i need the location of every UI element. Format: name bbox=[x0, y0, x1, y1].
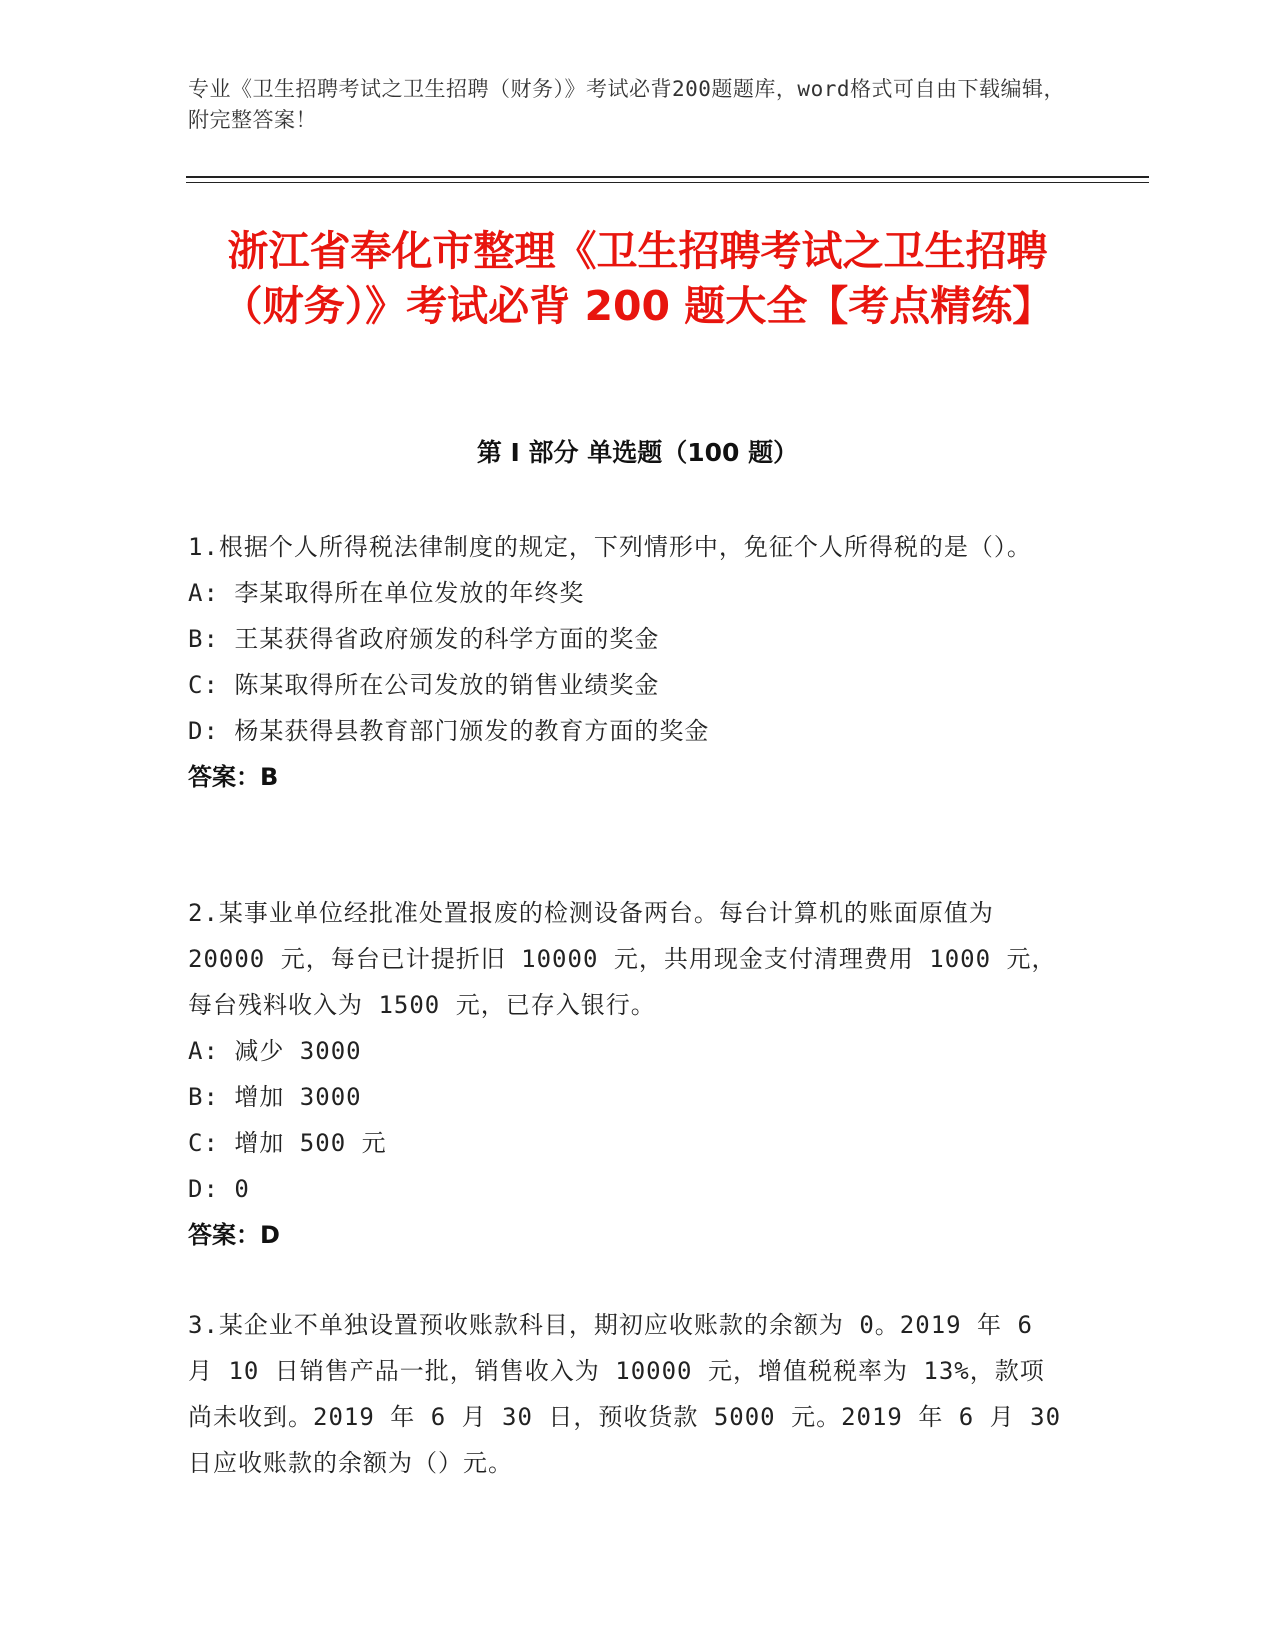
answer-label: 答案：B bbox=[188, 763, 279, 791]
answer-label: 答案：D bbox=[188, 1221, 280, 1249]
header-divider-thick bbox=[186, 176, 1149, 178]
header-note: 专业《卫生招聘考试之卫生招聘（财务）》考试必背200题题库，word格式可自由下载编辑，附完整答案！ bbox=[188, 77, 1065, 132]
question-stem: 2.某事业单位经批准处置报废的检测设备两台。每台计算机的账面原值为 20000 元，每台已计提折旧 10000 元，共用现金支付清理费用 1000 元，每台残料收入为 1500 元，已存入银行。 bbox=[188, 899, 1057, 1019]
question-stem: 3.某企业不单独设置预收账款科目，期初应收账款的余额为 0。2019 年 6 月 10 日销售产品一批，销售收入为 10000 元，增值税税率为 13%，款项尚未收到。2019 年 6 月 30 日，预收货款 5000 元。2019 年 6 月 30 日应收账款的余额为（）元。 bbox=[188, 1311, 1062, 1477]
option-d: D: 杨某获得县教育部门颁发的教育方面的奖金 bbox=[188, 717, 710, 745]
question-stem: 1.根据个人所得税法律制度的规定，下列情形中，免征个人所得税的是（）。 bbox=[188, 533, 1032, 561]
option-b: B: 王某获得省政府颁发的科学方面的奖金 bbox=[188, 625, 660, 653]
option-a: A: 李某取得所在单位发放的年终奖 bbox=[188, 579, 585, 607]
option-d: D: 0 bbox=[188, 1175, 250, 1203]
option-c: C: 增加 500 元 bbox=[188, 1129, 387, 1157]
option-a: A: 减少 3000 bbox=[188, 1037, 362, 1065]
document-title: 浙江省奉化市整理《卫生招聘考试之卫生招聘（财务）》考试必背 200 题大全【考点精练】 bbox=[221, 227, 1054, 330]
section-heading: 第 I 部分 单选题（100 题） bbox=[476, 438, 799, 467]
question-3 bbox=[188, 1302, 1068, 1486]
header-divider-thin bbox=[186, 182, 1149, 183]
question-1 bbox=[188, 524, 1068, 800]
option-b: B: 增加 3000 bbox=[188, 1083, 362, 1111]
question-2 bbox=[188, 890, 1068, 1258]
option-c: C: 陈某取得所在公司发放的销售业绩奖金 bbox=[188, 671, 660, 699]
